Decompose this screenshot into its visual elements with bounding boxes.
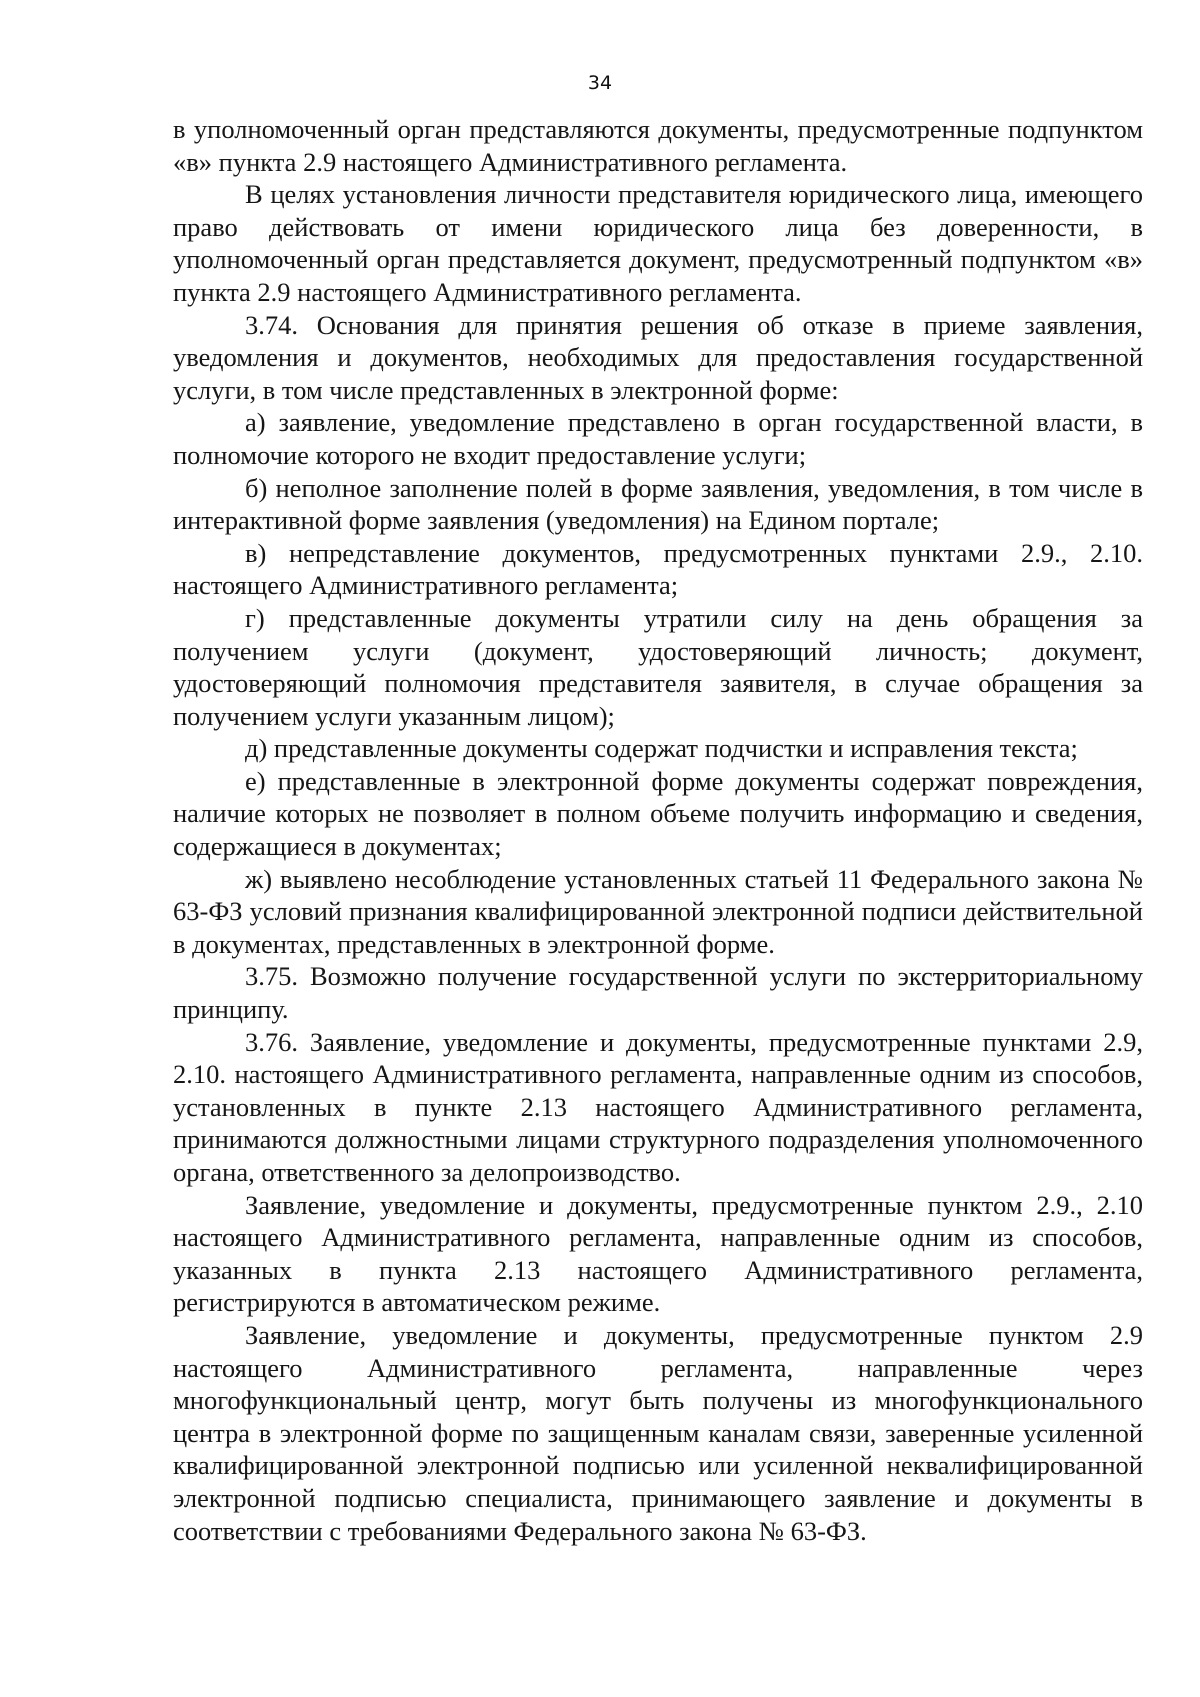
list-item-g: г) представленные документы утратили силу на день обращения за получением услуги (документ, удостоверяющий личность; документ, удостоверяющий полномочия представителя заявителя, в случае обращения за получением услуги указанным лицом); (173, 602, 1143, 731)
list-item-e: е) представленные в электронной форме документы содержат повреждения, наличие которых не позволяет в полном объеме получить информацию и сведения, содержащиеся в документах; (173, 765, 1143, 862)
list-item-d: д) представленные документы содержат подчистки и исправления текста; (245, 733, 1078, 764)
list-item-zh: ж) выявлено несоблюдение установленных статьей 11 Федерального закона № 63-ФЗ условий признания квалифицированной электронной подписи действительной в документах, представленных в электронной форме. (173, 863, 1143, 959)
paragraph-3-74: 3.74. Основания для принятия решения об отказе в приеме заявления, уведомления и документов, необходимых для предоставления государственной услуги, в том числе представленных в электронной форме: (173, 309, 1143, 405)
paragraph: в уполномоченный орган представляются документы, предусмотренные подпунктом «в» пункта 2.9 настоящего Административного регламента. (173, 114, 1143, 177)
list-item-a: а) заявление, уведомление представлено в орган государственной власти, в полномочие которого не входит предоставление услуги; (173, 407, 1143, 470)
paragraph-3-76: 3.76. Заявление, уведомление и документы, предусмотренные пунктами 2.9, 2.10. настоящего Административного регламента, направленные одним из способов, установленных в пункте 2.13 настоящего Административного регламента, принимаются должностными лицами структурного подразделения уполномоченного органа, ответственного за делопроизводство. (173, 1026, 1143, 1187)
document-body (173, 113, 1143, 1547)
page-number: 34 (587, 72, 613, 94)
paragraph: Заявление, уведомление и документы, предусмотренные пунктом 2.9 настоящего Административного регламента, направленные через многофункциональный центр, могут быть получены из многофункционального центра в электронной форме по защищенным каналам связи, заверенные усиленной квалифицированной электронной подписью или усиленной неквалифицированной электронной подписью специалиста, принимающего заявление и документы в соответствии с требованиями Федерального закона № 63-ФЗ. (173, 1319, 1143, 1546)
list-item-b: б) неполное заполнение полей в форме заявления, уведомления, в том числе в интерактивной форме заявления (уведомления) на Едином портале; (173, 472, 1143, 536)
list-item-v: в) непредставление документов, предусмотренных пунктами 2.9., 2.10. настоящего Административного регламента; (173, 537, 1143, 601)
paragraph: В целях установления личности представителя юридического лица, имеющего право действовать от имени юридического лица без доверенности, в уполномоченный орган представляется документ, предусмотренный подпунктом «в» пункта 2.9 настоящего Административного регламента. (173, 179, 1143, 307)
paragraph-3-75: 3.75. Возможно получение государственной услуги по экстерриториальному принципу. (173, 961, 1143, 1025)
paragraph: Заявление, уведомление и документы, предусмотренные пунктом 2.9., 2.10 настоящего Административного регламента, направленные одним из способов, указанных в пункта 2.13 настоящего Административного регламента, регистрируются в автоматическом режиме. (173, 1189, 1143, 1318)
